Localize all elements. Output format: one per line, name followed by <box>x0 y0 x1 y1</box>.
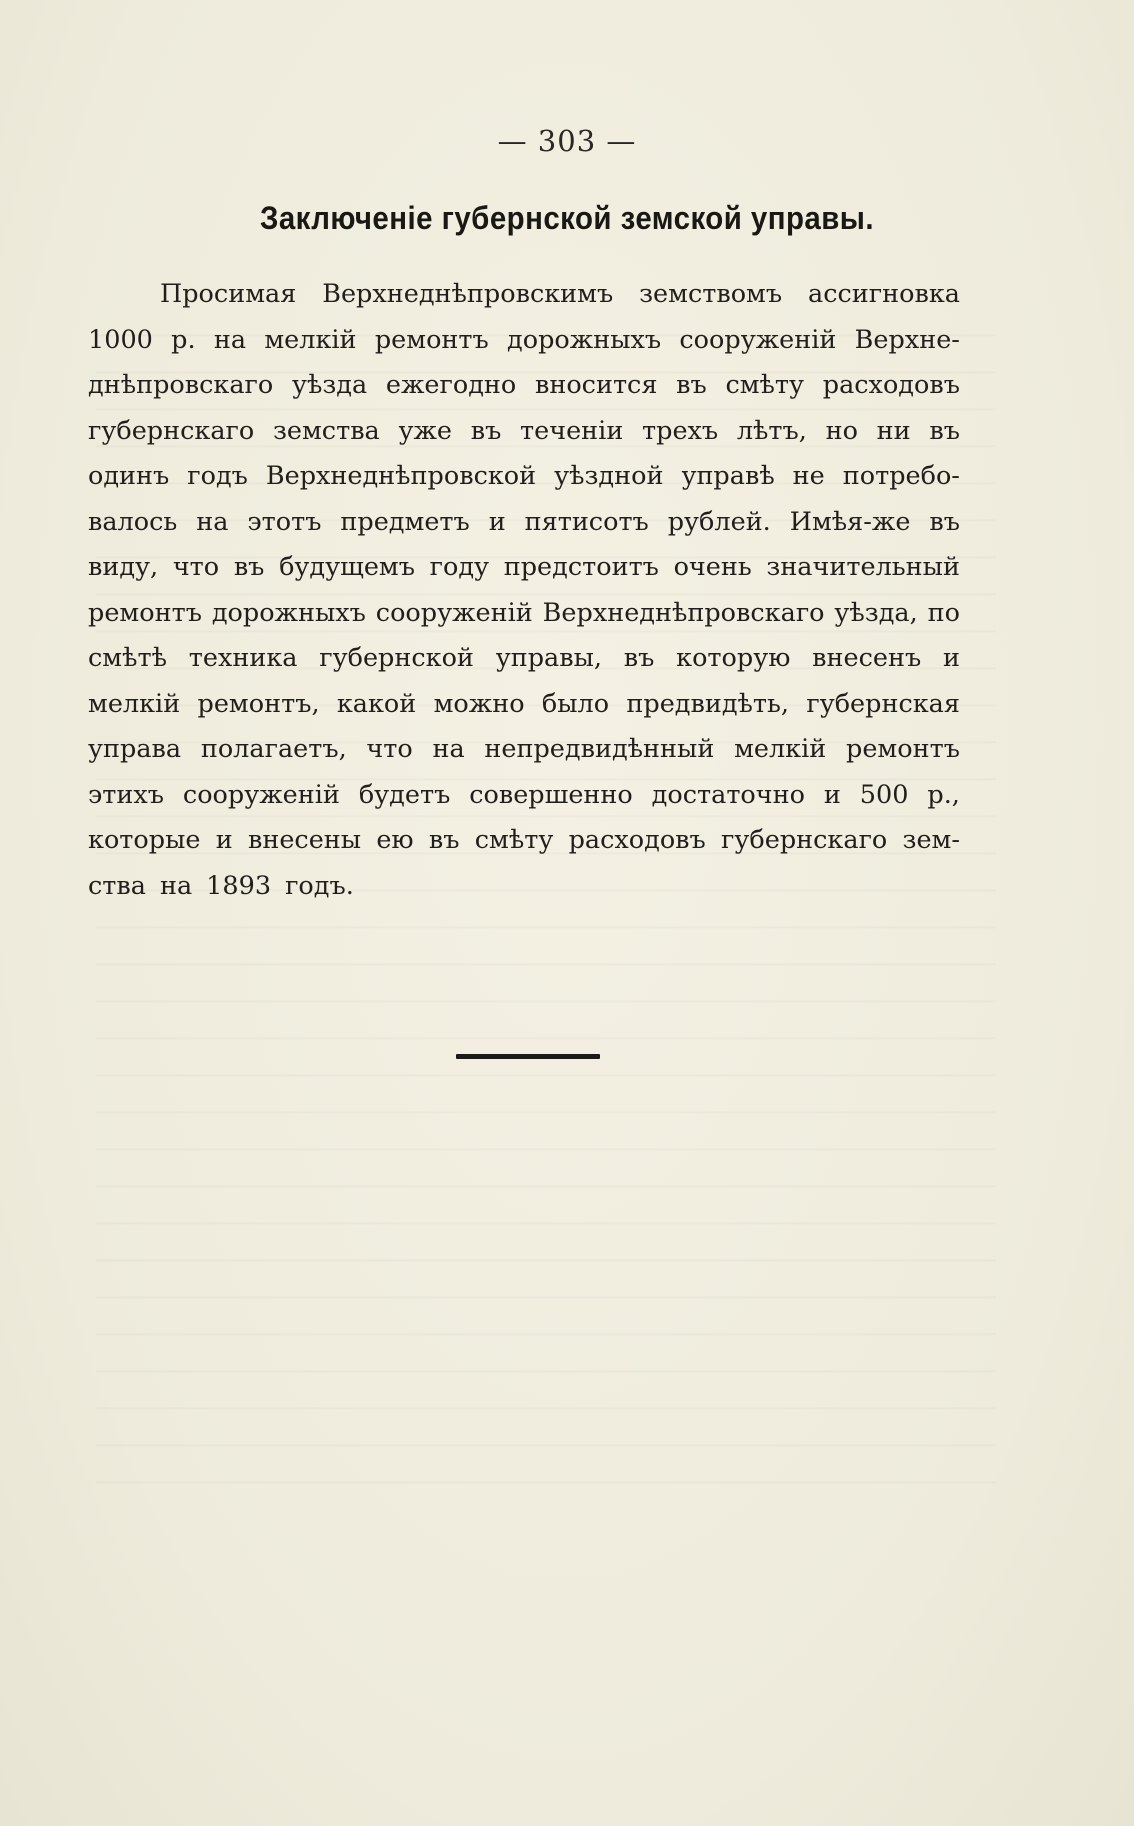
word: земства <box>272 415 380 446</box>
word: р., <box>927 779 960 810</box>
word: этихъ <box>88 779 164 810</box>
word: внесенъ <box>812 643 922 673</box>
text-line <box>88 318 960 364</box>
word: виду, <box>88 552 159 582</box>
word: ства <box>88 870 146 901</box>
word: и <box>215 825 233 855</box>
word: очень <box>673 552 752 582</box>
word: предвидѣть, <box>626 688 790 719</box>
word: будущемъ <box>279 552 415 582</box>
section-heading: Заключеніе губернской земской управы. <box>259 200 875 236</box>
word: которую <box>676 643 791 673</box>
text-line <box>88 682 960 728</box>
word: которые <box>88 825 201 855</box>
body-paragraph <box>88 272 960 909</box>
word: смѣту <box>725 370 805 400</box>
word: 500 <box>859 779 909 810</box>
word: полагаетъ, <box>200 734 347 764</box>
word: мелкій <box>88 688 181 719</box>
word: управы, <box>495 643 602 673</box>
word: 1000 <box>88 324 153 355</box>
word: лѣтъ, <box>736 415 807 446</box>
word: ремонтъ <box>846 734 960 764</box>
word: сооруженій <box>679 324 837 355</box>
word: управѣ <box>681 461 775 491</box>
word: р. <box>171 324 196 355</box>
word: ремонтъ <box>374 324 489 355</box>
text-line <box>88 591 960 637</box>
word: уже <box>398 415 453 446</box>
word: будетъ <box>358 779 451 810</box>
word: въ <box>233 552 265 582</box>
word: смѣту <box>474 825 554 855</box>
word: одинъ <box>88 461 170 491</box>
word: внесены <box>247 825 362 855</box>
word: и <box>488 506 506 537</box>
word: губернскаго <box>88 415 255 446</box>
text-line <box>88 272 960 318</box>
section-divider-rule <box>456 1054 600 1059</box>
word: въ <box>676 370 707 400</box>
word: предметъ <box>340 506 470 537</box>
word: ни <box>876 415 911 446</box>
word: мелкій <box>734 734 827 764</box>
text-line <box>88 500 960 546</box>
word: Верхне- <box>854 324 960 355</box>
word: техника <box>188 643 298 673</box>
word: дорожныхъ <box>211 597 366 628</box>
text-line <box>88 636 960 682</box>
word: и <box>942 643 960 673</box>
word: уѣзда, <box>834 597 918 628</box>
word: непредвидѣнный <box>484 734 715 764</box>
word: въ <box>623 643 655 673</box>
word: ассигновка <box>808 279 960 309</box>
text-line <box>88 727 960 773</box>
word: 1893 <box>206 870 272 901</box>
word: предстоитъ <box>503 552 659 582</box>
word: управа <box>88 734 182 764</box>
word: земствомъ <box>639 279 783 309</box>
word: смѣтѣ <box>88 643 167 673</box>
word: вносится <box>534 370 658 400</box>
word: ежегодно <box>385 370 517 400</box>
word: году <box>429 552 490 582</box>
word: значительный <box>766 552 960 582</box>
word: на <box>432 734 465 764</box>
word: годъ. <box>285 870 354 901</box>
word: расходовъ <box>568 825 706 855</box>
word: Верхнеднѣпровской <box>265 461 537 491</box>
text-line <box>88 545 960 591</box>
word: достаточно <box>651 779 805 810</box>
word: губернскаго <box>721 825 888 855</box>
word: на <box>213 324 247 355</box>
word: по <box>927 597 960 628</box>
word: какой <box>336 688 417 719</box>
text-line <box>88 363 960 409</box>
word: зем- <box>902 825 960 855</box>
word: годъ <box>187 461 248 491</box>
word: Верхнеднѣпровскаго <box>542 597 825 628</box>
word: Верхнеднѣпровскимъ <box>322 279 614 309</box>
word: было <box>541 688 610 719</box>
word: ею <box>376 825 414 855</box>
word: уѣзда <box>291 370 368 400</box>
word: потребо- <box>842 461 960 491</box>
word: на <box>159 870 193 901</box>
word: рублей. <box>667 506 771 537</box>
word: не <box>792 461 825 491</box>
word: трехъ <box>642 415 719 446</box>
word: пятисотъ <box>524 506 649 537</box>
word: мелкій <box>264 324 357 355</box>
word: уѣздной <box>554 461 664 491</box>
word: въ <box>929 415 960 446</box>
word: теченіи <box>520 415 624 446</box>
page-number: — 303 — <box>497 124 637 158</box>
word: расходовъ <box>822 370 960 400</box>
word: Имѣя-же <box>789 506 911 537</box>
word: въ <box>470 415 502 446</box>
word: что <box>172 552 220 582</box>
word: совершенно <box>469 779 633 810</box>
word: можно <box>433 688 525 719</box>
text-line <box>88 818 960 864</box>
word: Просимая <box>160 279 297 309</box>
word: сооруженій <box>375 597 533 628</box>
text-line <box>88 864 960 910</box>
word: губернской <box>319 643 474 673</box>
word: ремонтъ <box>88 597 202 628</box>
text-line <box>88 454 960 500</box>
text-line <box>88 409 960 455</box>
word: валось <box>88 506 178 537</box>
word: днѣпровскаго <box>88 370 274 400</box>
word: дорожныхъ <box>507 324 662 355</box>
word: что <box>366 734 413 764</box>
word: сооруженій <box>182 779 340 810</box>
text-line <box>88 773 960 819</box>
word: въ <box>929 506 960 537</box>
word: на <box>196 506 229 537</box>
word: но <box>825 415 858 446</box>
word: ремонтъ, <box>197 688 320 719</box>
word: и <box>823 779 841 810</box>
word: въ <box>428 825 460 855</box>
word: этотъ <box>247 506 322 537</box>
word: губернская <box>806 688 960 719</box>
